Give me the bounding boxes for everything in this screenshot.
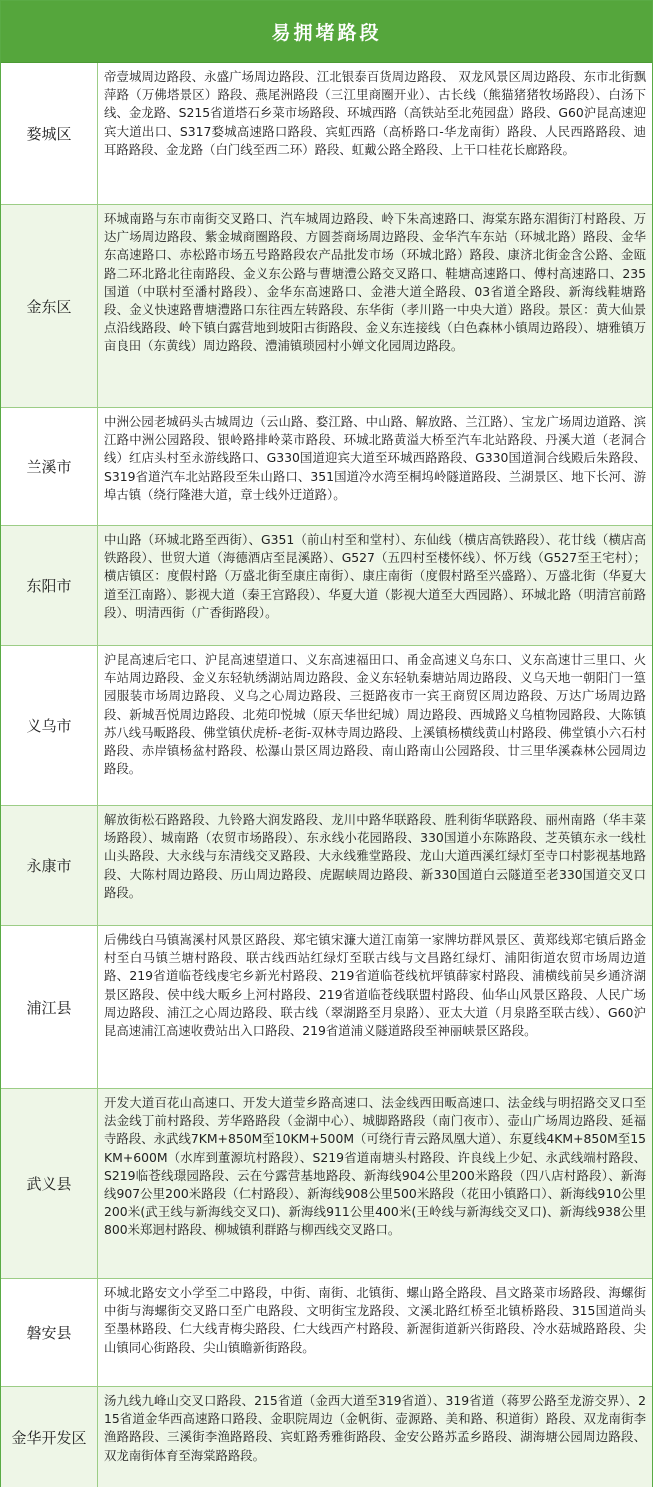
region-name: 婺城区 — [1, 63, 98, 204]
congestion-table — [1, 63, 652, 1487]
region-name: 东阳市 — [1, 526, 98, 645]
road-list: 环城北路安文小学至二中路段，中街、南街、北镇街、螺山路全路段、昌文路菜市场路段、海螺街中街与海螺街交叉路口至广电路段、文明街宝龙路段、文溪北路红桥至北镇桥路段、315国道尚头至墨林路段、仁大线青梅尖路段、仁大线西产村路段、新渥街道新兴街路段、冷水菇城路路段、尖山镇同心街路段、尖山镇瞻新街路段。 — [104, 1285, 646, 1355]
table-row — [1, 408, 652, 526]
table-row — [1, 806, 652, 926]
table-title: 易拥堵路段 — [1, 1, 652, 63]
region-name: 武义县 — [1, 1089, 98, 1278]
region-name: 永康市 — [1, 806, 98, 925]
road-list: 后佛线白马镇嵩溪村风景区路段、郑宅镇宋濂大道江南第一家牌坊群风景区、黄郑线郑宅镇后路金村至白马镇兰塘村路段、联古线西站红绿灯至联古线与文昌路红绿灯、浦阳街道农贸市场周边道路、219省道临苍线虔宅乡新光村路段、219省道临苍线杭坪镇薛家村路段、浦横线前吴乡通济湖景区路段、侯中线大畈乡上河村路段、219省道临苍线联盟村路段、仙华山风景区路段、人民广场周边路段、浦江之心周边路段、联古线（翠湖路至月泉路）、亚太大道（月泉路至联古线）、G60沪昆高速浦江高速收费站出入口路段、219省道浦义隧道路段至神丽峡景区路段。 — [104, 932, 646, 1039]
table-row — [1, 1387, 652, 1487]
table-row — [1, 205, 652, 408]
road-list: 帝壹城周边路段、永盛广场周边路段、江北银泰百货周边路段、 双龙风景区周边路段、东市北街飘萍路（万佛塔景区）路段、燕尾洲路段（三江里商圈开业）、古长线（熊猫猪猪牧场路段）、白汤下线、金龙路、S215省道塔石乡菜市场路段、环城西路（高铁站至北苑园盘）路段、G60沪昆高速迎宾大道出口、S317婺城高速路口路段、宾虹西路（高桥路口-华龙南街）路段、人民西路路段、迪耳路路段、金龙路（白门线至西二环）路段、虹戴公路全路段、上干口桂花长廊路段。 — [104, 69, 646, 157]
region-name: 金华开发区 — [1, 1387, 98, 1487]
table-row — [1, 646, 652, 806]
table-row — [1, 63, 652, 205]
road-list: 中洲公园老城码头古城周边（云山路、婺江路、中山路、解放路、兰江路）、宝龙广场周边道路、滨江路中洲公园路段、银岭路排岭菜市路段、环城北路黄溢大桥至汽车北站路段、丹溪大道（老洞合线）红店头村至永游线路口、G330国道迎宾大道至环城西路路段、G330国道洞合线殿后朱路段、S319省道汽车北站路段至朱山路口、351国道冷水湾至桐坞岭隧道路段、兰湖景区、地下长河、游埠古镇（绕行隆港大道，章士线外迂道路）。 — [104, 414, 646, 502]
road-list: 汤九线九峰山交叉口路段、215省道（金西大道至319省道）、319省道（蒋罗公路至龙游交界）、215省道金华西高速路口路段、金职院周边（金帆街、壶源路、美和路、积道街）路段、双龙南街李渔路路段、三溪街李渔路路段、宾虹路秀雅街路段、金安公路苏孟乡路段、湖海塘公园周边路段、双龙南街体育至海棠路路段。 — [104, 1393, 646, 1463]
table-row — [1, 926, 652, 1089]
road-list: 解放街松石路路段、九铃路大润发路段、龙川中路华联路段、胜利街华联路段、丽州南路（华丰菜场路段）、城南路（农贸市场路段）、东永线小花园路段、330国道小东陈路段、芝英镇东永一线杜山头路段、大永线与东清线交叉路段、大永线雅堂路段、龙山大道西溪红绿灯至寺口村影视基地路段、大陈村周边路段、历山周边路段、虎踞峡周边路段、新330国道白云隧道至老330国道交叉口路段。 — [104, 812, 646, 900]
road-list: 沪昆高速后宅口、沪昆高速望道口、义东高速福田口、甬金高速义乌东口、义东高速廿三里口、火车站周边路段、金义东轻轨绣湖站周边路段、金义东轻轨秦塘站周边路段、义乌天地一朝阳门一篁园服装市场周边路段、义乌之心周边路段、三挺路夜市一宾王商贸区周边路段、万达广场周边路段、新城吾悦周边路段、北苑印悦城（原天华世纪城）周边路段、西城路义乌植物园路段、大陈镇苏八线马畈路段、佛堂镇伏虎桥-老街-双林寺周边路段、上溪镇杨横线黄山村路段、佛堂镇小六石村路段、赤岸镇杨盆村路段、松瀑山景区周边路段、南山路南山公园路段、廿三里华溪森林公园周边路段。 — [104, 652, 646, 777]
road-list: 中山路（环城北路至西街）、G351（前山村至和堂村）、东仙线（横店高铁路段）、花廿线（横店高铁路段）、世贸大道（海德酒店至昆溪路）、G527（五四村至楼怀线）、怀万线（G527至王宅村）；横店镇区：度假村路（万盛北街至康庄南街）、康庄南街（度假村路至兴盛路）、万盛北街（华夏大道至江南路）、影视大道（秦王宫路段）、华夏大道（影视大道至大西园路）、环城北路（明清宫前路段）、明清西街（广香街路段）。 — [104, 532, 646, 620]
region-name: 浦江县 — [1, 926, 98, 1088]
table-row — [1, 526, 652, 646]
region-name: 兰溪市 — [1, 408, 98, 525]
region-name: 金东区 — [1, 205, 98, 407]
road-list: 开发大道百花山高速口、开发大道莹乡路高速口、法金线西田畈高速口、法金线与明招路交叉口至法金线丁前村路段、芳华路路段（金湖中心）、城脚路路段（南门夜市）、壶山广场周边路段、延福寺路段、永武线7KM+850M至10KM+500M（可绕行青云路凤凰大道）、东夏线4KM+850M至15KM+600M（水库到董源坑村路段）、S219省道南塘头村路段、许良线上少妃、永武线端村路段、S219临苍线璟园路段、云在兮露营基地路段、新海线904公里200米路段（四八店村路段）、新海线907公里200米路段（仁村路段）、新海线908公里500米路段（花田小镇路口）、新海线910公里200米(武王线与新海线交叉口)、新海线911公里400米(王岭线与新海线交叉口)、新海线938公里800米郑迥村路段、柳城镇利群路与柳西线交叉路口。 — [104, 1095, 646, 1238]
road-list: 环城南路与东市南街交叉路口、汽车城周边路段、岭下朱高速路口、海棠东路东湄街汀村路段、万达广场周边路段、紫金城商圈路段、方圆荟商场周边路段、金华汽车东站（环城北路）路段、金华东高速路口、赤松路市场五号路路段农产品批发市场（环城北路）路段、康济北街金含公路、金瓯路二环北路北往南路段、金义东公路与曹塘澧公路交叉路口、鞋塘高速路口、傅村高速路口、235国道（中联村至潘村路段）、金华东高速路口、金港大道全路段、03省道全路段、新海线鞋塘路段、金义快速路曹塘澧路口东往西左转路段、东华街（孝川路一中央大道）路段。景区：黄大仙景点沿线路段、岭下镇白露营地到坡阳古街路段、金义东连接线（白色森林小镇周边路段）、塘雅镇万亩良田（东黄线）周边路段、澧浦镇琐园村小婵文化园周边路段。 — [104, 211, 646, 354]
table-row — [1, 1279, 652, 1387]
region-name: 义乌市 — [1, 646, 98, 805]
region-name: 磐安县 — [1, 1279, 98, 1386]
table-row — [1, 1089, 652, 1279]
